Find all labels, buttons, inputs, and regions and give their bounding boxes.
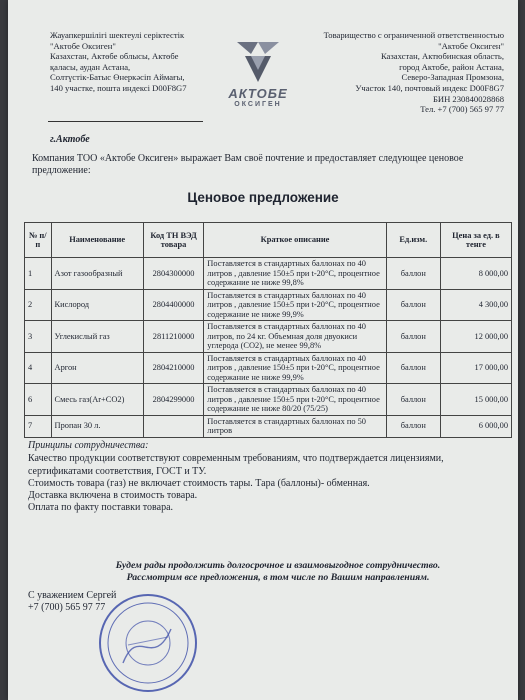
- cell-no: 3: [25, 321, 52, 353]
- cell-no: 2: [25, 289, 52, 321]
- cell-unit: баллон: [386, 289, 440, 321]
- header-left-line: Жауапкершілігі шектеулі серіктестік: [50, 30, 185, 40]
- table-row: [25, 415, 512, 437]
- col-header-name: Наименование: [51, 223, 143, 258]
- cell-desc: Поставляется в стандартных баллонах по 40 литров , давление 150±5 при t-20°C, процентное содержание не ниже 80/20 (75/25): [204, 384, 386, 416]
- table-row: [25, 321, 512, 353]
- cell-name: Углекислый газ: [51, 321, 143, 353]
- contact-phone: +7 (700) 565 97 77: [28, 602, 106, 613]
- cell-unit: баллон: [386, 384, 440, 416]
- cooperation-principles: [28, 440, 508, 515]
- cell-code: 2804400000: [143, 289, 203, 321]
- header-right-line: Казахстан, Актюбинская область,: [380, 51, 504, 62]
- cell-no: 7: [25, 415, 52, 437]
- cell-price: 12 000,00: [440, 321, 511, 353]
- table-header-row: [25, 223, 512, 258]
- principle-line: Доставка включена в стоимость товара.: [28, 490, 198, 502]
- company-header-russian: [294, 30, 504, 115]
- cell-code: 2811210000: [143, 321, 203, 353]
- cell-code: 2804210000: [143, 352, 203, 384]
- table-row: [25, 352, 512, 384]
- cell-code: 2804300000: [143, 258, 203, 290]
- document-title: Ценовое предложение: [187, 190, 339, 205]
- header-left-line: Солтүстік-Батыс Өнеркәсіп Аймағы,: [50, 72, 185, 83]
- cell-price: 17 000,00: [440, 352, 511, 384]
- cell-name: Аргон: [51, 352, 143, 384]
- cell-name: Смесь газ(Ar+CO2): [51, 384, 143, 416]
- cell-name: Пропан 30 л.: [51, 415, 143, 437]
- header-right-line: "Актобе Оксиген": [438, 40, 504, 51]
- header-left-line: 140 участке, пошта индексі D00F8G7: [50, 82, 187, 93]
- intro-paragraph: Компания ТОО «Актобе Оксиген» выражает Вам своё почтение и предоставляет следующее ценовое предложение:: [32, 153, 464, 176]
- col-header-no: № п/п: [25, 223, 52, 258]
- cell-code: 2804299000: [143, 384, 203, 416]
- header-divider: [48, 121, 203, 122]
- principle-line: Стоимость товара (газ) не включает стоимость тары. Тара (баллоны)- обменная.: [28, 477, 370, 489]
- cell-desc: Поставляется в стандартных баллонах по 40 литров , давление 150±5 при t-20°C, процентное содержание не ниже 99,9%: [204, 352, 386, 384]
- col-header-unit: Ед.изм.: [386, 223, 440, 258]
- col-header-desc: Краткое описание: [204, 223, 386, 258]
- table-row: [25, 289, 512, 321]
- header-right-line: город Актобе, район Астана,: [399, 61, 504, 72]
- header-right-line: БИН 230840028868: [432, 93, 504, 104]
- cell-desc: Поставляется в стандартных баллонах по 50 литров: [204, 415, 386, 437]
- header-left-line: "Актобе Оксиген": [50, 40, 116, 51]
- cell-desc: Поставляется в стандартных баллонах по 40 литров , давление 150±5 при t-20°C, процентное содержание не ниже 99,9%: [204, 289, 386, 321]
- cell-price: 8 000,00: [440, 258, 511, 290]
- cell-unit: баллон: [386, 352, 440, 384]
- header-right-line: Участок 140, почтовый индекс D00F8G7: [355, 82, 504, 93]
- principle-line: Оплата по факту поставки товара.: [28, 502, 174, 514]
- logo-name: АКТОБЕ: [228, 86, 288, 101]
- company-stamp-icon: [93, 585, 203, 695]
- triangle-arrow-logo-icon: [235, 40, 281, 84]
- col-header-price: Цена за ед. в тенге: [440, 223, 511, 258]
- document-page: [8, 0, 518, 700]
- cell-unit: баллон: [386, 415, 440, 437]
- principles-heading: Принципы сотрудничества:: [28, 440, 149, 451]
- cell-no: 1: [25, 258, 52, 290]
- cell-name: Кислород: [51, 289, 143, 321]
- price-table: [24, 222, 512, 438]
- header-right-line: Северо-Западная Промзона,: [401, 72, 504, 83]
- header-left-line: Казахстан, Актөбе облысы, Актөбе: [50, 51, 179, 62]
- col-header-code: Код ТН ВЭД товара: [143, 223, 203, 258]
- cell-name: Азот газообразный: [51, 258, 143, 290]
- logo-subtitle: ОКСИГЕН: [234, 101, 282, 108]
- cell-unit: баллон: [386, 258, 440, 290]
- header-right-line: Товарищество с ограниченной ответственностью: [323, 30, 504, 40]
- city-label: г.Актобе: [50, 134, 90, 145]
- closing-statement: [68, 560, 488, 584]
- header-right-line: Тел. +7 (700) 565 97 77: [420, 104, 504, 115]
- principle-line: Качество продукции соответствуют современным требованиям, что подтверждается лицензиями, сертификатами соответствия, ГОСТ и ТУ.: [28, 453, 444, 477]
- cell-desc: Поставляется в стандартных баллонах по 40 литров, по 24 кг. Объемная доля двуокиси углерода (СО2), не менее 99,8%: [204, 321, 386, 353]
- cell-unit: баллон: [386, 321, 440, 353]
- company-header-kazakh: [50, 30, 220, 94]
- cell-price: 6 000,00: [440, 415, 511, 437]
- cell-no: 4: [25, 352, 52, 384]
- table-row: [25, 258, 512, 290]
- cell-price: 4 300,00: [440, 289, 511, 321]
- cell-no: 6: [25, 384, 52, 416]
- company-logo: [218, 40, 298, 108]
- closing-line: Рассмотрим все предложения, в том числе по Вашим направлениям.: [126, 572, 430, 583]
- header-left-line: қаласы, аудан Астана,: [50, 61, 131, 72]
- cell-price: 15 000,00: [440, 384, 511, 416]
- regards-text: С уважением Сергей: [28, 590, 117, 601]
- table-row: [25, 384, 512, 416]
- cell-code: [143, 415, 203, 437]
- closing-line: Будем рады продолжить долгосрочное и взаимовыгодное сотрудничество.: [115, 560, 441, 571]
- cell-desc: Поставляется в стандартных баллонах по 40 литров , давление 150±5 при t-20°C, процентное содержание не ниже 99,8%: [204, 258, 386, 290]
